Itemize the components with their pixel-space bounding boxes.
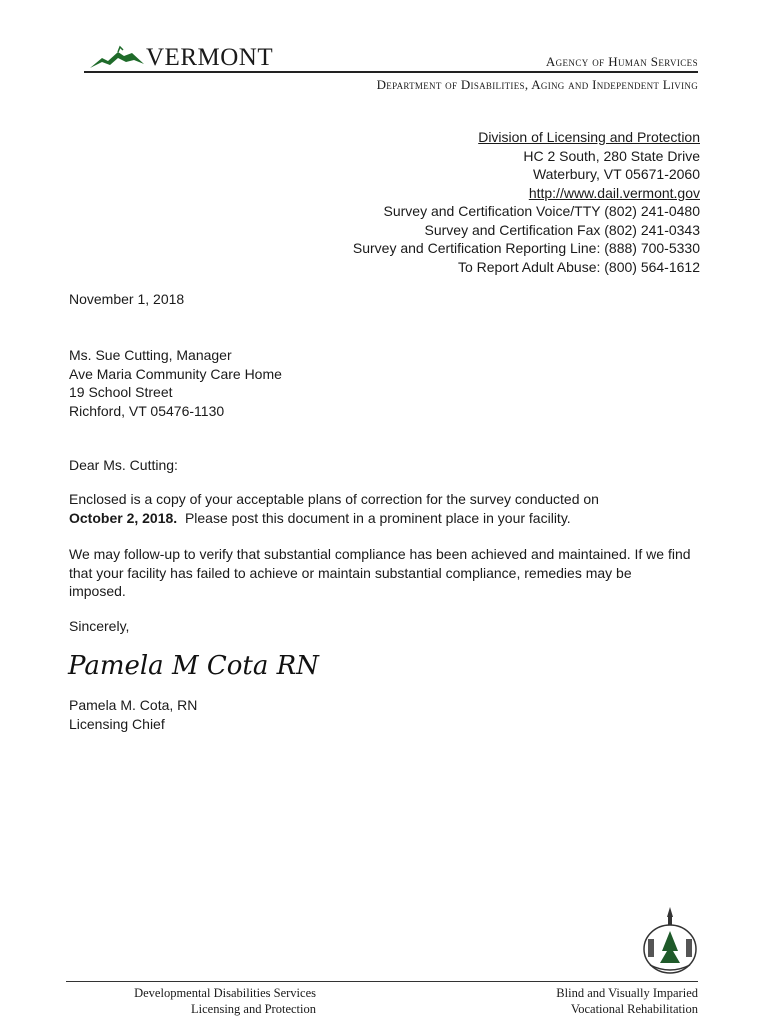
paragraph-2: We may follow-up to verify that substantial compliance has been achieved and maintained. If we find that your facility has failed to achieve or maintain substantial compliance, remedies may be imposed.	[69, 546, 691, 599]
division-name: Division of Licensing and Protection	[478, 129, 700, 145]
vermont-seal	[640, 905, 700, 977]
footer-right	[440, 985, 698, 1017]
signer-title: Licensing Chief	[69, 715, 165, 732]
recipient-name: Ms. Sue Cutting, Manager	[69, 347, 232, 363]
mountain-logo-icon	[88, 44, 146, 70]
abuse-line: To Report Adult Abuse: (800) 564-1612	[457, 258, 700, 275]
agency-name: Agency of Human Services	[545, 54, 698, 69]
voice-line: Survey and Certification Voice/TTY (802) 241-0480	[383, 203, 700, 219]
paragraph-1	[69, 490, 709, 527]
state-name: VERMONT	[146, 44, 274, 71]
recipient-street: 19 School Street	[69, 384, 173, 400]
footer-left-line-2: Licensing and Protection	[191, 1002, 316, 1016]
fax-line: Survey and Certification Fax (802) 241-0343	[424, 221, 700, 238]
footer-rule	[66, 981, 698, 982]
contact-street: HC 2 South, 280 State Drive	[523, 147, 700, 164]
signer-block	[69, 696, 709, 733]
state-seal-icon	[640, 905, 700, 977]
handwritten-signature-icon	[64, 640, 319, 688]
survey-date: October 2, 2018.	[69, 509, 178, 526]
footer-left-line-1: Developmental Disabilities Services	[134, 986, 316, 1000]
paragraph-1-start: Enclosed is a copy of your acceptable plans of correction for the survey conducted on	[69, 491, 599, 507]
footer-right-line-2: Vocational Rehabilitation	[570, 1002, 698, 1016]
signer-name: Pamela M. Cota, RN	[69, 697, 198, 713]
signature	[64, 640, 319, 693]
salutation: Dear Ms. Cutting:	[69, 457, 178, 473]
recipient-city: Richford, VT 05476-1130	[69, 402, 225, 419]
website-link[interactable]: http://www.dail.vermont.gov	[528, 184, 700, 201]
recipient-org: Ave Maria Community Care Home	[69, 365, 282, 382]
reporting-line: Survey and Certification Reporting Line: (888) 700-5330	[352, 240, 700, 256]
recipient-address	[69, 346, 709, 420]
closing: Sincerely,	[69, 618, 130, 634]
department-name: Department of Disabilities, Aging and Independent Living	[376, 77, 698, 92]
vermont-logo	[88, 42, 273, 70]
contact-block	[280, 128, 700, 276]
paragraph-1-end: Please post this document in a prominent place in your facility.	[177, 509, 571, 526]
footer-right-line-1: Blind and Visually Imparied	[556, 986, 698, 1000]
footer-left	[86, 985, 316, 1017]
letter-date: November 1, 2018	[69, 291, 185, 307]
contact-city: Waterbury, VT 05671-2060	[532, 166, 700, 182]
svg-text:Pamela M Cota RN: Pamela M Cota RN	[68, 651, 319, 681]
header-rule	[84, 71, 698, 73]
